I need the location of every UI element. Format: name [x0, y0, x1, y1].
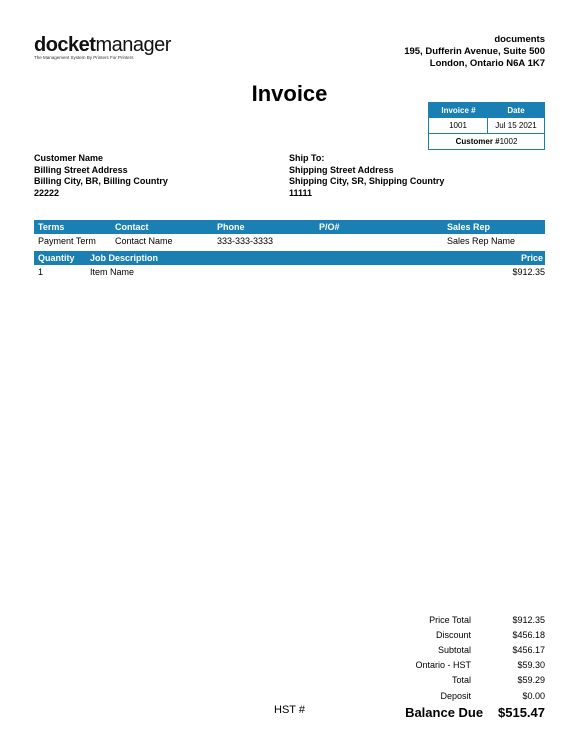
invoice-info-box [428, 102, 545, 150]
price-total-row: Price Total $912.35 [429, 614, 545, 625]
item-price: $912.35 [512, 267, 545, 277]
balance-due-value: $515.47 [498, 704, 545, 720]
logo-tagline: The Management System By Printers For Printers [34, 55, 134, 60]
billing-postal: 22222 [34, 187, 60, 198]
invoice-number: 1001 [429, 118, 488, 133]
shipping-postal: 11111 [289, 187, 313, 198]
items-table [34, 251, 545, 281]
date-label: Date [507, 106, 525, 115]
ship-to-label: Ship To: [289, 153, 325, 163]
company-address [404, 34, 545, 70]
company-address-line2: London, Ontario N6A 1K7 [429, 58, 545, 69]
discount-row: Discount $456.18 [435, 629, 545, 640]
terms-table-header [34, 220, 545, 234]
contact-name: Contact Name [115, 236, 173, 246]
invoice-number-label: Invoice # [441, 106, 476, 115]
totals-section [385, 612, 545, 721]
item-description: Item Name [90, 267, 135, 277]
deposit-row: Deposit $0.00 [440, 690, 545, 701]
shipping-address [289, 153, 444, 199]
payment-term: Payment Term [38, 236, 96, 246]
balance-due-row [385, 703, 545, 721]
terms-header: Terms [38, 222, 65, 232]
customer-number-label: Customer # [455, 137, 500, 146]
company-name: documents [494, 34, 545, 45]
customer-number: 1002 [499, 137, 518, 146]
hst-number-label: HST # [274, 704, 305, 716]
invoice-date: Jul 15 2021 [495, 121, 537, 130]
subtotal-row: Subtotal $456.17 [437, 644, 545, 655]
phone-header: Phone [217, 222, 245, 232]
billing-street: Billing Street Address [34, 164, 128, 175]
billing-city: Billing City, BR, Billing Country [34, 176, 168, 186]
company-logo [34, 35, 171, 60]
contact-header: Contact [115, 222, 149, 232]
shipping-street: Shipping Street Address [289, 164, 394, 175]
sales-rep-header: Sales Rep [447, 222, 491, 232]
phone-number: 333-333-3333 [217, 236, 274, 246]
balance-due-label: Balance Due [405, 704, 484, 720]
item-quantity: 1 [38, 267, 44, 277]
customer-name: Customer Name [34, 153, 104, 163]
po-header: P/O# [319, 222, 340, 232]
document-title: Invoice [251, 81, 328, 106]
total-row: Total $59.29 [451, 675, 545, 686]
terms-table [34, 220, 545, 250]
job-description-header: Job Description [90, 253, 159, 263]
invoice-info-values [429, 118, 544, 133]
sales-rep-name: Sales Rep Name [447, 236, 516, 246]
items-table-header [34, 251, 545, 265]
customer-number-row [429, 133, 544, 149]
company-address-line1: 195, Dufferin Avenue, Suite 500 [404, 46, 545, 57]
shipping-city: Shipping City, SR, Shipping Country [289, 176, 445, 186]
table-row [34, 265, 545, 281]
invoice-info-header [429, 103, 544, 118]
quantity-header: Quantity [38, 253, 75, 263]
price-header: Price [520, 253, 543, 263]
tax-row: Ontario - HST $59.30 [415, 660, 545, 671]
terms-table-row [34, 234, 545, 250]
billing-address [34, 153, 168, 199]
logo-wordmark: docketmanager [34, 34, 171, 56]
